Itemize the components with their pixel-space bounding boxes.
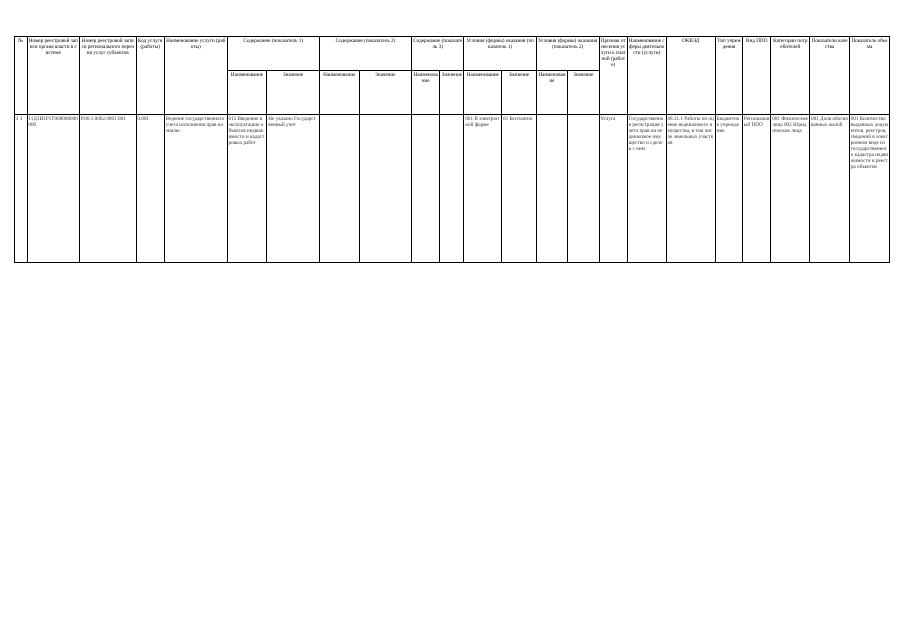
cell-num: 1 1	[15, 115, 28, 263]
header-conditions-2-name: Наименование	[536, 71, 567, 115]
cell-content-3-name	[412, 115, 440, 263]
cell-content-2-value	[359, 115, 411, 263]
header-content-3-value: Значение	[440, 71, 464, 115]
header-content-3: Содержание (показатель 3)	[412, 37, 464, 71]
header-num: №	[15, 37, 28, 115]
header-content-2: Содержание (показатель 2)	[319, 37, 411, 71]
cell-ppo-type: Региональный ППО	[743, 115, 771, 263]
cell-content-3-value	[440, 115, 464, 263]
header-regional-list-number: Номер реестровой записи регионального перечня услуг субъектов	[79, 37, 136, 115]
cell-paid: Услуга	[599, 115, 627, 263]
cell-service-code: 0.001	[136, 115, 164, 263]
header-service-code: Код услуги (работы)	[136, 37, 164, 115]
cell-conditions-2-value	[568, 115, 599, 263]
table-row	[15, 115, 890, 263]
header-consumer-categories: Категории потребителей	[771, 37, 810, 115]
cell-conditions-1-value: 01 Бесплатно	[502, 115, 537, 263]
cell-consumer-categories: 001 Физические лица 002 Юридические лица	[771, 115, 810, 263]
cell-conditions-1-name: 001 В электронной форме	[464, 115, 502, 263]
header-conditions-1: Условия (формы) оказания (показатель 1)	[464, 37, 536, 71]
header-content-1-name: Наименование	[227, 71, 267, 115]
header-conditions-1-value: Значение	[502, 71, 537, 115]
header-type-of-institution: Тип учреждения	[715, 37, 742, 115]
cell-content-2-name	[319, 115, 359, 263]
header-content-2-name: Наименование	[319, 71, 359, 115]
header-ppo-type: Вид ППО	[743, 37, 771, 115]
cell-service-name: Ведение государственного учета исполнения прав на землю	[164, 115, 227, 263]
header-content-3-name: Наименование	[412, 71, 440, 115]
cell-type-of-institution: Бюджетное учреждение	[715, 115, 742, 263]
cell-field-of-activity: Государственная регистрация учета прав на недвижимое имущество и сделок с ним	[627, 115, 666, 263]
header-content-2-value: Значение	[359, 71, 411, 115]
cell-content-1-name: 015 Введение в эксплуатацию объектов недвижимости и кадастровых работ	[227, 115, 267, 263]
header-field-of-activity: Наименование сферы деятельности (услуги)	[627, 37, 666, 115]
registry-table	[14, 36, 890, 263]
header-content-1: Содержание (показатель 1)	[227, 37, 319, 71]
header-registry-number: Номер реестровой записи органа власти в системе	[27, 37, 79, 115]
cell-conditions-2-name	[536, 115, 567, 263]
cell-registry-number: 11Д1И1Р1Т000000000000	[27, 115, 79, 263]
cell-okved: 68.31.1 Работы по оценке недвижимого имущества, в том числе земельных участков	[666, 115, 715, 263]
cell-content-1-value: Не указано Государственный учет	[267, 115, 319, 263]
cell-volume-indicators: 001 Количество выданных документов, реестров, сведений в электронном виде из государственного кадастра недвижимости и реестра объектов	[849, 115, 889, 263]
header-conditions-2: Условия (формы) оказания (показатель 2)	[536, 37, 599, 71]
cell-regional-list-number: Р.06.1.0002.0001.001	[79, 115, 136, 263]
header-okved: ОКВЭД	[666, 37, 715, 115]
header-conditions-1-name: Наименование	[464, 71, 502, 115]
header-conditions-2-value: Значение	[568, 71, 599, 115]
header-row-main	[15, 37, 890, 71]
header-paid: Признак отнесения услуги к платной (работе)	[599, 37, 627, 115]
header-quality-indicators: Показатели качества	[810, 37, 850, 115]
cell-quality-indicators: 001 Доля обоснованных жалоб	[810, 115, 850, 263]
header-content-1-value: Значение	[267, 71, 319, 115]
header-service-name: Наименование услуги (работы)	[164, 37, 227, 115]
header-volume-indicators: Показатель объема	[849, 37, 889, 115]
